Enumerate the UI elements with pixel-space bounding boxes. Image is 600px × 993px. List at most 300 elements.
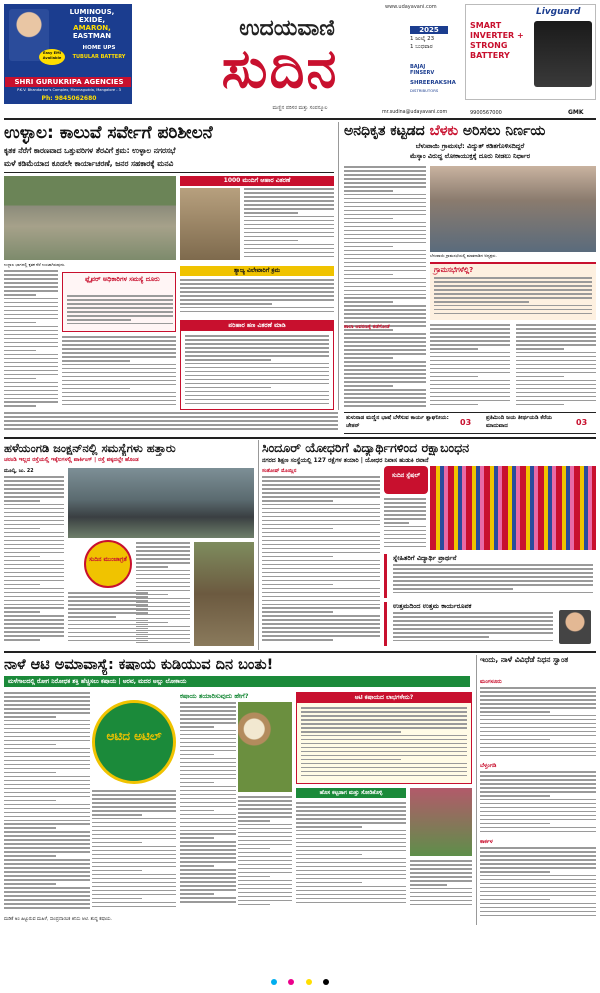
text-line: [344, 357, 393, 359]
text-line: [4, 342, 58, 344]
text-line: [4, 584, 40, 586]
text-line: [262, 484, 380, 486]
text-line: [136, 638, 190, 640]
text-line: [393, 580, 593, 582]
text-line: [480, 755, 596, 757]
text-line: [393, 588, 513, 590]
text-line: [238, 824, 292, 826]
text-line: [4, 496, 64, 498]
text-line: [410, 876, 472, 878]
text-line: [480, 891, 596, 893]
text-line: [4, 867, 90, 869]
text-line: [136, 610, 190, 612]
text-line: [296, 862, 406, 864]
text-line: [180, 865, 214, 867]
text-line: [480, 795, 550, 797]
text-line: [180, 734, 236, 736]
text-line: [480, 799, 596, 801]
text-line: [136, 554, 190, 556]
story2-box-text: [434, 277, 592, 319]
text-line: [480, 807, 596, 809]
text-line: [4, 639, 40, 641]
text-line: [344, 214, 426, 216]
teaser-2[interactable]: [486, 414, 596, 432]
text-line: [516, 368, 596, 370]
text-line: [4, 724, 90, 726]
text-line: [480, 803, 596, 805]
contact-phone[interactable]: 9900567000: [470, 110, 502, 116]
ad-top-left-battery[interactable]: [4, 4, 132, 104]
text-line: [296, 834, 406, 836]
text-line: [344, 166, 426, 168]
text-line: [430, 356, 510, 358]
text-line: [4, 532, 64, 534]
text-line: [4, 740, 90, 742]
text-line: [410, 860, 472, 862]
text-line: [480, 855, 596, 857]
text-line: [238, 796, 292, 798]
text-line: [262, 504, 380, 506]
text-line: [410, 904, 472, 906]
text-line: [296, 874, 406, 876]
text-line: [180, 893, 214, 895]
text-line: [410, 900, 472, 902]
text-line: [344, 274, 393, 276]
text-line: [238, 852, 292, 854]
text-line: [238, 804, 292, 806]
text-line: [4, 270, 58, 272]
text-line: [430, 348, 478, 350]
text-line: [344, 290, 426, 292]
story3-sub: ಚರಂಡಿ ಇಲ್ಲದ ರಸ್ತೆಯಲ್ಲಿ ಇಕ್ಕೆಲಗಳಲ್ಲಿ ಪಾರ್ಕಿಂಗ್ | ರಸ್ತೆ ಪಕ್ಕದಲ್ಲೇ ಹೊಂಡ: [4, 457, 139, 463]
text-line: [296, 854, 362, 856]
text-line: [4, 556, 40, 558]
text-line: [180, 830, 236, 832]
section-rule-2: [4, 651, 596, 653]
text-line: [344, 337, 426, 339]
text-line: [180, 833, 236, 835]
text-line: [4, 600, 64, 602]
text-line: [296, 802, 406, 804]
story1-box-complaints: [62, 272, 176, 332]
text-line: [434, 285, 592, 287]
text-line: [384, 538, 426, 540]
story4-body-col2: [384, 498, 426, 550]
text-line: [393, 620, 553, 622]
text-line: [296, 842, 406, 844]
text-line: [62, 368, 176, 370]
text-line: [410, 868, 472, 870]
masthead-tagline: ಮಣ್ಣಿನ ಪರಿಸರ ಮತ್ತು ಸಂಪನ್ಮೂಲ: [272, 105, 328, 111]
contact-email[interactable]: mr.sudina@udayavani.com: [382, 110, 448, 115]
text-line: [301, 751, 467, 753]
text-line: [344, 373, 426, 375]
text-line: [180, 845, 236, 847]
text-line: [262, 611, 333, 613]
text-line: [480, 867, 596, 869]
text-line: [296, 806, 406, 808]
text-line: [180, 849, 236, 851]
text-line: [180, 726, 214, 728]
text-line: [4, 544, 64, 546]
text-line: [4, 378, 36, 380]
text-line: [180, 770, 236, 772]
story2-sub2: ಮೆಸ್ಕಾಂ ವಿರುದ್ಧ ಲೋಕಾಯುಕ್ತಕ್ಕೆ ದೂರು ನೀಡಲು ನಿರ್ಧಾರ: [409, 152, 531, 160]
text-line: [185, 367, 329, 369]
story4-portrait: [559, 610, 591, 644]
text-line: [4, 823, 90, 825]
text-line: [480, 687, 596, 689]
text-line: [92, 906, 176, 908]
teaser-1-page: 03: [460, 418, 472, 427]
text-line: [344, 242, 426, 244]
story2-box-gramasabha: [430, 262, 596, 320]
text-line: [344, 294, 426, 296]
text-line: [92, 878, 176, 880]
text-line: [180, 814, 236, 816]
story2-headline-pre: ಅನಧಿಕೃತ ಕಟ್ಟಡದ: [344, 123, 430, 139]
text-line: [384, 522, 409, 524]
text-line: [262, 520, 380, 522]
text-line: [4, 476, 64, 478]
text-line: [4, 568, 64, 570]
teaser-2-page: 03: [576, 418, 588, 427]
ad-distributor-sub: DISTRIBUTORS: [410, 88, 439, 93]
text-line: [4, 875, 90, 877]
text-line: [92, 902, 176, 904]
text-line: [344, 222, 426, 224]
story4-quote1: [384, 554, 596, 598]
text-line: [4, 520, 64, 522]
text-line: [67, 311, 173, 313]
text-line: [4, 764, 90, 766]
text-line: [4, 504, 64, 506]
text-line: [238, 828, 292, 830]
text-line: [4, 286, 58, 288]
text-line: [4, 298, 58, 300]
text-line: [238, 896, 292, 898]
section-rule-1: [4, 437, 596, 439]
text-line: [384, 526, 426, 528]
sidebar-text-2: [480, 771, 596, 835]
text-line: [296, 826, 362, 828]
text-line: [185, 383, 329, 385]
text-line: [516, 332, 596, 334]
text-line: [344, 206, 426, 208]
text-line: [92, 802, 176, 804]
text-line: [92, 854, 176, 856]
text-line: [62, 360, 130, 362]
story5-box-new: [296, 788, 472, 912]
teaser-1-title: ತುಳುನಾಡ ಮಣ್ಣಿನ ಭಾಷೆ ಬೆಳೆಸುವ ಕಾರ್ಯ ಶ್ಲಾಘನೀಯ: ಚೇತನ್: [346, 415, 449, 429]
text-line: [180, 790, 236, 792]
text-line: [180, 283, 334, 285]
text-line: [4, 760, 90, 762]
story1-sub-rule: [4, 172, 334, 173]
masthead-brand-small: ಉದಯವಾಣಿ: [239, 16, 335, 41]
text-line: [4, 899, 90, 901]
text-line: [180, 706, 236, 708]
text-line: [185, 339, 329, 341]
text-line: [4, 338, 58, 340]
text-line: [516, 364, 596, 366]
text-line: [244, 188, 334, 190]
text-line: [238, 904, 270, 906]
text-line: [136, 590, 190, 592]
text-line: [393, 612, 553, 614]
text-line: [480, 751, 596, 753]
text-line: [136, 622, 168, 624]
text-line: [238, 900, 292, 902]
text-line: [384, 534, 426, 536]
sidebar-section-2: ಬೆಳ್ತಂಗಡಿ: [480, 763, 497, 769]
text-line: [480, 911, 596, 913]
text-line: [430, 336, 510, 338]
text-line: [344, 198, 426, 200]
text-line: [244, 256, 334, 258]
text-line: [430, 404, 478, 406]
text-line: [262, 623, 380, 625]
text-line: [180, 869, 236, 871]
text-line: [480, 831, 596, 833]
text-line: [4, 631, 64, 633]
text-line: [62, 340, 176, 342]
sidebar-text-3: [480, 847, 596, 921]
text-line: [344, 361, 426, 363]
text-line: [301, 743, 467, 745]
text-line: [430, 340, 510, 342]
text-line: [4, 592, 64, 594]
text-line: [480, 859, 596, 861]
text-line: [301, 755, 467, 757]
text-line: [185, 359, 271, 361]
story1-headline[interactable]: ಉಳ್ಳಾಲ: ಕಾಲುವೆ ಸರ್ವೇಗೆ ಪರಿಶೀಲನೆ: [4, 123, 213, 143]
text-line: [384, 518, 426, 520]
ad-battery-brands: [53, 8, 131, 40]
text-line: [4, 895, 90, 897]
text-line: [430, 360, 510, 362]
story5-badge-text: ಆಟಿದ ಅಟಿಲ್: [106, 729, 162, 743]
text-line: [262, 524, 380, 526]
text-line: [296, 858, 406, 860]
text-line: [4, 800, 56, 802]
text-line: [238, 808, 292, 810]
text-line: [344, 393, 426, 395]
ad-brand-line: EASTMAN: [72, 32, 112, 40]
text-line: [4, 282, 58, 284]
text-line: [62, 404, 176, 406]
text-line: [344, 266, 426, 268]
text-line: [4, 883, 56, 885]
text-line: [238, 872, 292, 874]
story1-box-complaints-text: [67, 295, 173, 329]
text-line: [244, 232, 334, 234]
story3-headline[interactable]: ಹಳೆಯಂಗಡಿ ಜಂಕ್ಷನ್‌ನಲ್ಲಿ ಸಮಸ್ಯೆಗಳು ಹತ್ತಾರು: [4, 441, 176, 455]
story4-quote2-title: ಉತ್ತಮದಿಂದ ಉತ್ತಮ ಕಾರ್ಯರೂಪಕ: [393, 602, 472, 610]
text-line: [4, 772, 56, 774]
text-line: [180, 877, 236, 879]
text-line: [430, 368, 510, 370]
story1-photo-caption: ಉಳ್ಳಾಲ ಭಾಗದಲ್ಲಿ ಕೃತಕ ನೆರೆ ಉಂಟಾಗಿರುವುದು.: [4, 262, 66, 267]
text-line: [92, 794, 176, 796]
text-line: [480, 887, 596, 889]
text-line: [244, 200, 334, 202]
column-divider: [338, 122, 339, 410]
text-line: [393, 592, 593, 594]
ad-product-photo: [534, 21, 592, 87]
text-line: [516, 324, 596, 326]
text-line: [262, 604, 380, 606]
text-line: [344, 369, 426, 371]
text-line: [180, 782, 214, 784]
text-line: [296, 886, 406, 888]
text-line: [4, 720, 90, 722]
text-line: [4, 788, 90, 790]
text-line: [4, 576, 64, 578]
text-line: [4, 596, 64, 598]
text-line: [434, 289, 592, 291]
text-line: [393, 564, 593, 566]
text-line: [4, 322, 36, 324]
text-line: [393, 572, 593, 574]
text-line: [480, 711, 550, 713]
text-line: [244, 196, 334, 198]
text-line: [344, 405, 426, 407]
text-line: [344, 278, 426, 280]
text-line: [393, 636, 489, 638]
text-line: [92, 834, 176, 836]
text-line: [434, 277, 592, 279]
ad-finance-logo: BAJAJ FINSERV: [410, 64, 435, 76]
ad-brand-line: EXIDE,: [78, 16, 106, 24]
text-line: [301, 719, 467, 721]
story1-box-complaints-title: ಫ್ಲೈವರ್ ಅಧಿಕಾರಿಗಳ ಸಮಸ್ಯೆ ದೂರು: [85, 275, 160, 283]
text-line: [393, 628, 553, 630]
text-line: [4, 812, 90, 814]
story5-headline[interactable]: ನಾಳೆ ಆಟಿ ಅಮಾವಾಸ್ಯೆ: ಕಷಾಯ ಕುಡಿಯುವ ದಿನ ಬಂತು!: [4, 657, 274, 673]
text-line: [4, 346, 58, 348]
story2-photo-caption: ಬೆಳುವಾಯಿ ಗ್ರಾಮಸಭೆಯಲ್ಲಿ ಮಾತನಾಡಿದ ಅಧ್ಯಕ್ಷರು.: [430, 253, 497, 258]
text-line: [262, 544, 380, 546]
text-line: [4, 314, 58, 316]
text-line: [238, 836, 292, 838]
story5-food-photo: [238, 702, 292, 792]
text-line: [4, 500, 40, 502]
text-line: [344, 226, 426, 228]
text-line: [410, 892, 472, 894]
text-line: [4, 835, 90, 837]
text-line: [4, 552, 64, 554]
text-line: [180, 722, 236, 724]
teaser-1[interactable]: [346, 414, 480, 432]
text-line: [62, 396, 176, 398]
text-line: [480, 827, 596, 829]
text-line: [4, 398, 58, 400]
story2-headline-post: ಅರಿಸಲು ನಿರ್ಣಯ: [458, 123, 546, 139]
text-line: [238, 800, 292, 802]
text-line: [262, 588, 380, 590]
text-line: [434, 293, 592, 295]
text-line: [301, 731, 401, 733]
text-line: [180, 806, 236, 808]
text-line: [262, 552, 380, 554]
text-line: [262, 592, 380, 594]
text-line: [344, 365, 426, 367]
story4-headline[interactable]: ಸಿಂದೂರ್ ಯೋಧರಿಗೆ ವಿದ್ಯಾರ್ಥಿಗಳಿಂದ ರಕ್ಷಾಬಂಧನ: [262, 440, 470, 455]
text-line: [92, 842, 142, 844]
text-line: [238, 816, 292, 818]
ad-inverter-headline: SMART INVERTER + STRONG BATTERY: [470, 21, 524, 60]
text-line: [262, 615, 380, 617]
story4-quote2: [384, 602, 596, 646]
text-line: [262, 564, 380, 566]
text-line: [180, 718, 236, 720]
text-line: [4, 615, 64, 617]
text-line: [4, 635, 64, 637]
story1-box-waste: [180, 266, 334, 316]
story1-flood-photo: [4, 176, 176, 260]
text-line: [180, 802, 236, 804]
text-line: [4, 564, 64, 566]
story2-body-col1: [344, 166, 426, 410]
text-line: [480, 715, 596, 717]
text-line: [67, 319, 131, 321]
text-line: [238, 884, 292, 886]
text-line: [344, 297, 426, 299]
story1-box-compensation: [180, 320, 334, 410]
text-line: [4, 394, 58, 396]
text-line: [238, 848, 270, 850]
story1-sub2: ಮಳೆ ಕಡಿಮೆಯಾದ ಕೂಡಲೇ ಕಾರ್ಯಾಚರಣೆ, ಜನರ ಸಹಕಾರಕ್ಕೆ ಮನವಿ: [4, 159, 174, 168]
ad-top-right-inverter[interactable]: [465, 4, 596, 100]
text-line: [430, 364, 510, 366]
story5-badge: [92, 700, 176, 784]
text-line: [4, 290, 58, 292]
text-line: [344, 381, 426, 383]
text-line: [430, 396, 510, 398]
text-line: [238, 892, 292, 894]
story3-body-col3: [136, 542, 190, 646]
text-line: [62, 336, 176, 338]
text-line: [344, 230, 426, 232]
text-line: [430, 328, 510, 330]
text-line: [4, 907, 90, 909]
text-line: [4, 839, 90, 841]
text-line: [393, 584, 593, 586]
text-line: [4, 903, 90, 905]
text-line: [301, 727, 467, 729]
text-line: [92, 886, 176, 888]
text-line: [92, 798, 176, 800]
text-line: [384, 510, 426, 512]
text-line: [4, 488, 64, 490]
text-line: [4, 420, 338, 422]
text-line: [4, 863, 90, 865]
text-line: [180, 714, 236, 716]
text-line: [262, 540, 380, 542]
text-line: [480, 743, 596, 745]
text-line: [301, 739, 467, 741]
text-line: [136, 562, 190, 564]
website-url[interactable]: www.udayavani.com: [385, 4, 437, 10]
text-line: [62, 344, 176, 346]
text-line: [393, 568, 593, 570]
story2-box-title: ಗ್ರಾಮಸಭೆಗಳೆಲ್ಲಿ?: [434, 266, 474, 274]
text-line: [244, 216, 334, 218]
text-line: [4, 358, 58, 360]
story2-headline[interactable]: [344, 122, 596, 140]
ad-shop-name: SHRI GURUKRIPA AGENCIES: [5, 77, 132, 87]
